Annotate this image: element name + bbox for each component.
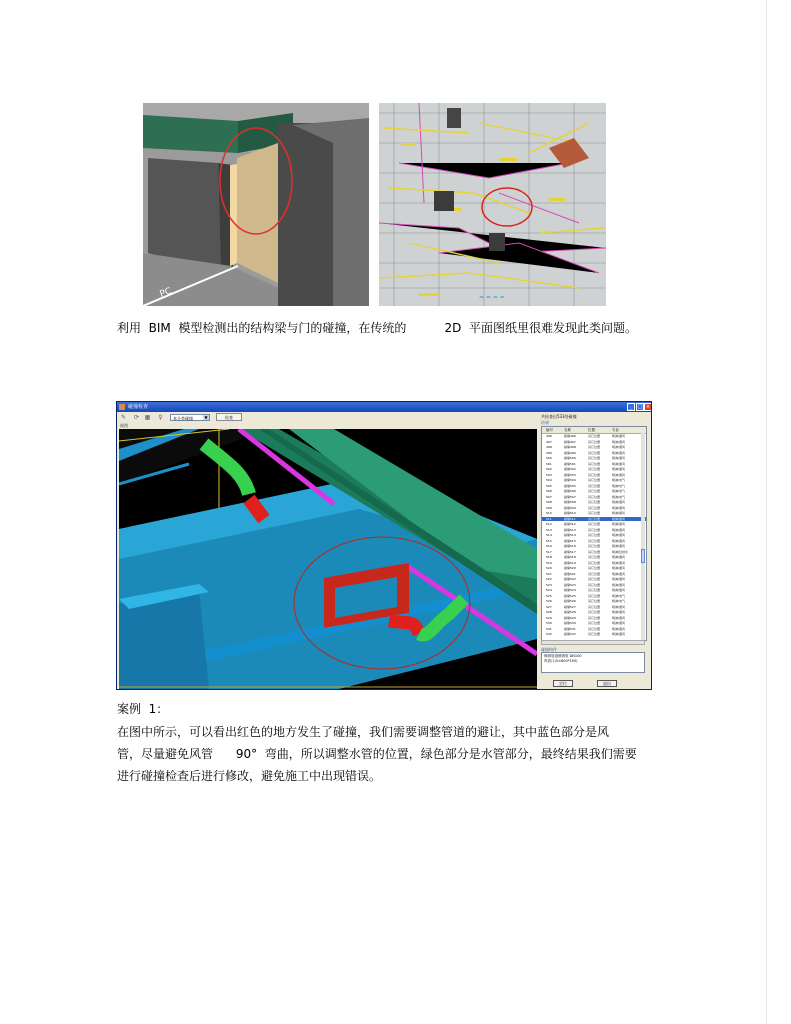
table-cell: 喷淋/通风 [612, 505, 626, 510]
3d-viewport[interactable] [119, 429, 537, 689]
results-summary: 共检查出533处碰撞 [541, 414, 577, 419]
table-row[interactable] [542, 566, 646, 570]
table-cell: 碰撞498 [564, 445, 576, 449]
table-cell: 531 [546, 626, 552, 631]
column-header[interactable]: 位置 [588, 428, 595, 432]
table-cell: 碰撞505 [564, 483, 576, 488]
table-cell: 碰撞527 [564, 604, 576, 609]
table-icon[interactable]: ▦ [144, 414, 151, 421]
table-row[interactable] [542, 440, 646, 444]
table-cell: 碰撞516 [564, 544, 576, 548]
table-cell: 其它位置 [588, 604, 601, 609]
window-title: 碰撞检查 [128, 404, 149, 410]
table-cell: 碰撞509 [564, 505, 576, 510]
table-cell: 碰撞523 [564, 582, 576, 587]
table-row[interactable] [542, 462, 646, 466]
table-cell: 喷淋/电气 [612, 593, 626, 598]
table-cell: 其它位置 [588, 516, 601, 521]
figure1-caption: 利用 BIM 模型检测出的结构梁与门的碰撞，在传统的 2D 平面图纸里很难发现此类问题。 [117, 321, 638, 335]
table-row[interactable] [542, 610, 646, 614]
figure-beam-door-collision [143, 103, 606, 306]
table-cell: 其它位置 [588, 434, 601, 438]
table-cell: 喷淋/通风 [612, 500, 626, 504]
table-row[interactable] [542, 594, 646, 598]
table-row[interactable] [542, 434, 646, 438]
table-cell: 喷淋/通风 [612, 566, 626, 570]
table-cell: 碰撞518 [564, 555, 576, 559]
table-row[interactable] [542, 528, 646, 532]
settings-icon[interactable]: ✎ [120, 414, 127, 421]
table-cell: 511 [546, 516, 552, 521]
table-row[interactable] [542, 561, 646, 565]
table-cell: 505 [546, 483, 552, 488]
table-cell: 碰撞513 [564, 527, 576, 532]
table-row[interactable] [542, 577, 646, 581]
table-cell: 507 [546, 494, 552, 499]
table-cell: 喷淋/通风 [612, 610, 626, 614]
table-row[interactable] [542, 451, 646, 455]
table-cell: 碰撞500 [564, 456, 576, 460]
table-row[interactable] [542, 533, 646, 537]
table-cell: 528 [546, 610, 552, 614]
table-row[interactable] [542, 550, 646, 554]
run-icon[interactable]: ⟳ [133, 414, 140, 421]
table-cell: 509 [546, 505, 552, 510]
table-cell: 510 [546, 511, 552, 515]
table-cell: 碰撞524 [564, 588, 576, 592]
table-row[interactable] [542, 539, 646, 543]
table-cell: 513 [546, 527, 552, 532]
case-title: 案例 1： [117, 702, 169, 716]
minimize-button[interactable]: _ [627, 403, 635, 411]
table-cell: 喷淋/通风 [612, 632, 626, 636]
table-cell: 喷淋/通风 [612, 527, 626, 532]
table-row[interactable] [542, 484, 646, 488]
table-cell: 其它位置 [588, 450, 601, 455]
exit-button[interactable]: 退出 [597, 680, 617, 687]
pc-label: PC [158, 286, 174, 300]
table-cell: 喷淋/通风 [612, 511, 626, 515]
case-paragraph-line: 在图中所示，可以看出红色的地方发生了碰撞，我们需要调整管道的避让，其中蓝色部分是风 [117, 725, 610, 739]
table-cell: 碰撞506 [564, 489, 576, 493]
table-cell: 其它位置 [588, 626, 601, 631]
table-cell: 其它位置 [588, 549, 601, 554]
table-cell: 碰撞525 [564, 593, 576, 598]
table-cell: 515 [546, 538, 552, 543]
column-header[interactable]: 名称 [564, 428, 571, 432]
table-cell: 其它位置 [588, 494, 601, 499]
vertical-scrollbar[interactable] [641, 433, 645, 640]
table-cell: 其它位置 [588, 467, 601, 471]
table-cell: 喷淋/通风 [612, 450, 626, 455]
results-panel [541, 414, 649, 689]
table-cell: 碰撞522 [564, 577, 576, 581]
table-cell: 520 [546, 566, 552, 570]
table-row[interactable] [542, 500, 646, 504]
table-row[interactable] [542, 517, 646, 521]
table-cell: 喷淋/通风 [612, 626, 626, 631]
table-cell: 碰撞532 [564, 632, 576, 636]
chevron-down-icon[interactable]: ▼ [204, 415, 208, 420]
table-cell: 其它位置 [588, 527, 601, 532]
table-cell: 喷淋/通风 [612, 516, 626, 521]
table-cell: 碰撞504 [564, 478, 576, 482]
check-button[interactable]: 检查 [216, 413, 242, 421]
table-cell: 其它位置 [588, 555, 601, 559]
table-cell: 其它位置 [588, 610, 601, 614]
table-cell: 499 [546, 450, 552, 455]
table-cell: 498 [546, 445, 552, 449]
table-cell: 504 [546, 478, 552, 482]
table-cell: 526 [546, 599, 552, 603]
table-cell: 其它位置 [588, 533, 601, 537]
table-cell: 喷淋/通风 [612, 538, 626, 543]
table-cell: 喷淋/通风 [612, 560, 626, 565]
table-cell: 其它位置 [588, 632, 601, 636]
table-cell: 喷淋/通风 [612, 467, 626, 471]
table-cell: 其它位置 [588, 566, 601, 570]
table-cell: 喷淋/通风 [612, 621, 626, 625]
table-cell: 517 [546, 549, 552, 554]
table-cell: 碰撞496 [564, 434, 576, 438]
table-cell: 喷淋/电气 [612, 483, 626, 488]
table-row[interactable] [542, 599, 646, 603]
table-cell: 496 [546, 434, 552, 438]
results-label: 结果 [541, 420, 549, 425]
maximize-button[interactable]: □ [637, 404, 643, 410]
table-row[interactable] [542, 478, 646, 482]
table-cell: 其它位置 [588, 505, 601, 510]
table-cell: 其它位置 [588, 544, 601, 548]
table-row[interactable] [542, 511, 646, 515]
table-cell: 其它位置 [588, 439, 601, 444]
table-cell: 碰撞497 [564, 439, 576, 444]
property-line: 喷淋管道喷淋管 DN100 [544, 654, 582, 658]
table-cell: 其它位置 [588, 456, 601, 460]
table-cell: 522 [546, 577, 552, 581]
table-cell: 519 [546, 560, 552, 565]
table-row[interactable] [542, 489, 646, 493]
table-row[interactable] [542, 506, 646, 510]
table-cell: 其它位置 [588, 478, 601, 482]
table-cell: 碰撞501 [564, 461, 576, 466]
table-cell: 碰撞511 [564, 516, 576, 521]
table-cell: 喷淋/电气 [612, 599, 626, 603]
table-cell: 530 [546, 621, 552, 625]
table-cell: 其它位置 [588, 489, 601, 493]
table-row[interactable] [542, 495, 646, 499]
table-row[interactable] [542, 522, 646, 526]
table-row[interactable] [542, 544, 646, 548]
table-cell: 喷淋/通风 [612, 522, 626, 526]
property-line: 风管口(5×600*150) [544, 659, 578, 663]
table-row[interactable] [542, 473, 646, 477]
table-row[interactable] [542, 588, 646, 592]
table-cell: 碰撞521 [564, 571, 576, 576]
table-cell: 喷淋/电气 [612, 494, 626, 499]
table-cell: 529 [546, 615, 552, 620]
table-cell: 其它位置 [588, 615, 601, 620]
table-cell: 喷淋/通风 [612, 472, 626, 477]
table-cell: 喷淋/通风 [612, 533, 626, 537]
view-label: 视图 [120, 423, 128, 428]
table-cell: 523 [546, 582, 552, 587]
table-cell: 碰撞531 [564, 626, 576, 631]
table-cell: 碰撞507 [564, 494, 576, 499]
table-cell: 524 [546, 588, 552, 592]
table-cell: 碰撞515 [564, 538, 576, 543]
props-label: 碰撞构件 [541, 647, 557, 652]
table-row[interactable] [542, 467, 646, 471]
table-cell: 碰撞528 [564, 610, 576, 614]
table-cell: 527 [546, 604, 552, 609]
table-cell: 512 [546, 522, 552, 526]
table-cell: 碰撞512 [564, 522, 576, 526]
table-cell: 其它位置 [588, 599, 601, 603]
column-header[interactable]: 编号 [546, 428, 553, 432]
horizontal-scrollbar[interactable] [541, 640, 645, 645]
table-cell: 其它位置 [588, 582, 601, 587]
category-select-value: 本分类碰撞 [173, 416, 193, 421]
table-cell: 喷淋/电气 [612, 478, 626, 482]
table-cell: 喷淋/通风 [612, 445, 626, 449]
table-cell: 其它位置 [588, 445, 601, 449]
table-cell: 其它位置 [588, 522, 601, 526]
table-cell: 喷淋/通风 [612, 577, 626, 581]
table-row[interactable] [542, 632, 646, 636]
table-header [542, 427, 646, 434]
table-cell: 碰撞499 [564, 450, 576, 455]
table-row[interactable] [542, 445, 646, 449]
app-icon [119, 404, 125, 410]
table-cell: 喷淋/通风 [612, 615, 626, 620]
table-row[interactable] [542, 555, 646, 559]
locate-button[interactable]: 定位 [553, 680, 573, 687]
table-cell: 508 [546, 500, 552, 504]
table-cell: 碰撞514 [564, 533, 576, 537]
table-cell: 其它位置 [588, 500, 601, 504]
table-row[interactable] [542, 627, 646, 631]
table-cell: 525 [546, 593, 552, 598]
title-bar [117, 402, 651, 412]
table-cell: 喷淋/通风 [612, 544, 626, 548]
table-cell: 碰撞508 [564, 500, 576, 504]
table-cell: 碰撞517 [564, 549, 576, 554]
table-cell: 其它位置 [588, 472, 601, 477]
table-cell: 喷淋/通风 [612, 439, 626, 444]
table-cell: 500 [546, 456, 552, 460]
table-cell: 503 [546, 472, 552, 477]
column-header[interactable]: 专业 [612, 428, 619, 432]
table-cell: 碰撞526 [564, 599, 576, 603]
table-cell: 其它位置 [588, 577, 601, 581]
table-cell: 506 [546, 489, 552, 493]
3d-model-view [143, 103, 369, 306]
table-cell: 516 [546, 544, 552, 548]
table-row[interactable] [542, 583, 646, 587]
table-cell: 其它位置 [588, 461, 601, 466]
table-cell: 其它位置 [588, 538, 601, 543]
table-cell: 502 [546, 467, 552, 471]
collision-check-window [116, 401, 652, 690]
table-cell: 其它位置 [588, 571, 601, 576]
case-paragraph-line: 管，尽量避免风管 90° 弯曲，所以调整水管的位置，绿色部分是水管部分，最终结果我们需要 [117, 747, 637, 761]
table-cell: 碰撞502 [564, 467, 576, 471]
table-row[interactable] [542, 621, 646, 625]
category-select[interactable] [170, 414, 210, 421]
table-row[interactable] [542, 616, 646, 620]
table-cell: 521 [546, 571, 552, 576]
table-cell: 碰撞503 [564, 472, 576, 477]
table-cell: 碰撞519 [564, 560, 576, 565]
page-edge [766, 0, 767, 1024]
table-cell: 518 [546, 555, 552, 559]
table-cell: 532 [546, 632, 552, 636]
table-cell: 喷淋/电气 [612, 489, 626, 493]
table-cell: 喷淋/通风 [612, 582, 626, 587]
results-table[interactable] [541, 426, 647, 641]
table-cell: 喷淋/通风 [612, 604, 626, 609]
case-paragraph-line: 进行碰撞检查后进行修改，避免施工中出现错误。 [117, 769, 382, 783]
scroll-thumb[interactable] [641, 549, 645, 563]
table-cell: 碰撞520 [564, 566, 576, 570]
table-cell: 其它位置 [588, 560, 601, 565]
table-row[interactable] [542, 456, 646, 460]
table-cell: 其它位置 [588, 593, 601, 598]
table-cell: 其它位置 [588, 588, 601, 592]
table-cell: 碰撞510 [564, 511, 576, 515]
table-cell: 497 [546, 439, 552, 444]
table-cell: 其它位置 [588, 621, 601, 625]
table-cell: 喷淋/通风 [612, 461, 626, 466]
table-row[interactable] [542, 605, 646, 609]
table-cell: 喷淋/给排水 [612, 549, 629, 554]
table-cell: 碰撞529 [564, 615, 576, 620]
table-cell: 喷淋/通风 [612, 571, 626, 576]
2d-plan-drawing [379, 103, 606, 306]
table-cell: 其它位置 [588, 511, 601, 515]
close-button[interactable]: × [645, 404, 651, 410]
table-cell: 喷淋/通风 [612, 555, 626, 559]
bulb-icon[interactable]: ♀ [158, 414, 163, 421]
collision-properties [541, 652, 645, 673]
table-cell: 喷淋/通风 [612, 588, 626, 592]
table-cell: 其它位置 [588, 483, 601, 488]
table-cell: 喷淋/通风 [612, 434, 626, 438]
table-cell: 514 [546, 533, 552, 537]
table-row[interactable] [542, 572, 646, 576]
table-cell: 喷淋/通风 [612, 456, 626, 460]
table-cell: 501 [546, 461, 552, 466]
svg-text:= = = =: = = = = [479, 294, 505, 301]
table-cell: 碰撞530 [564, 621, 576, 625]
